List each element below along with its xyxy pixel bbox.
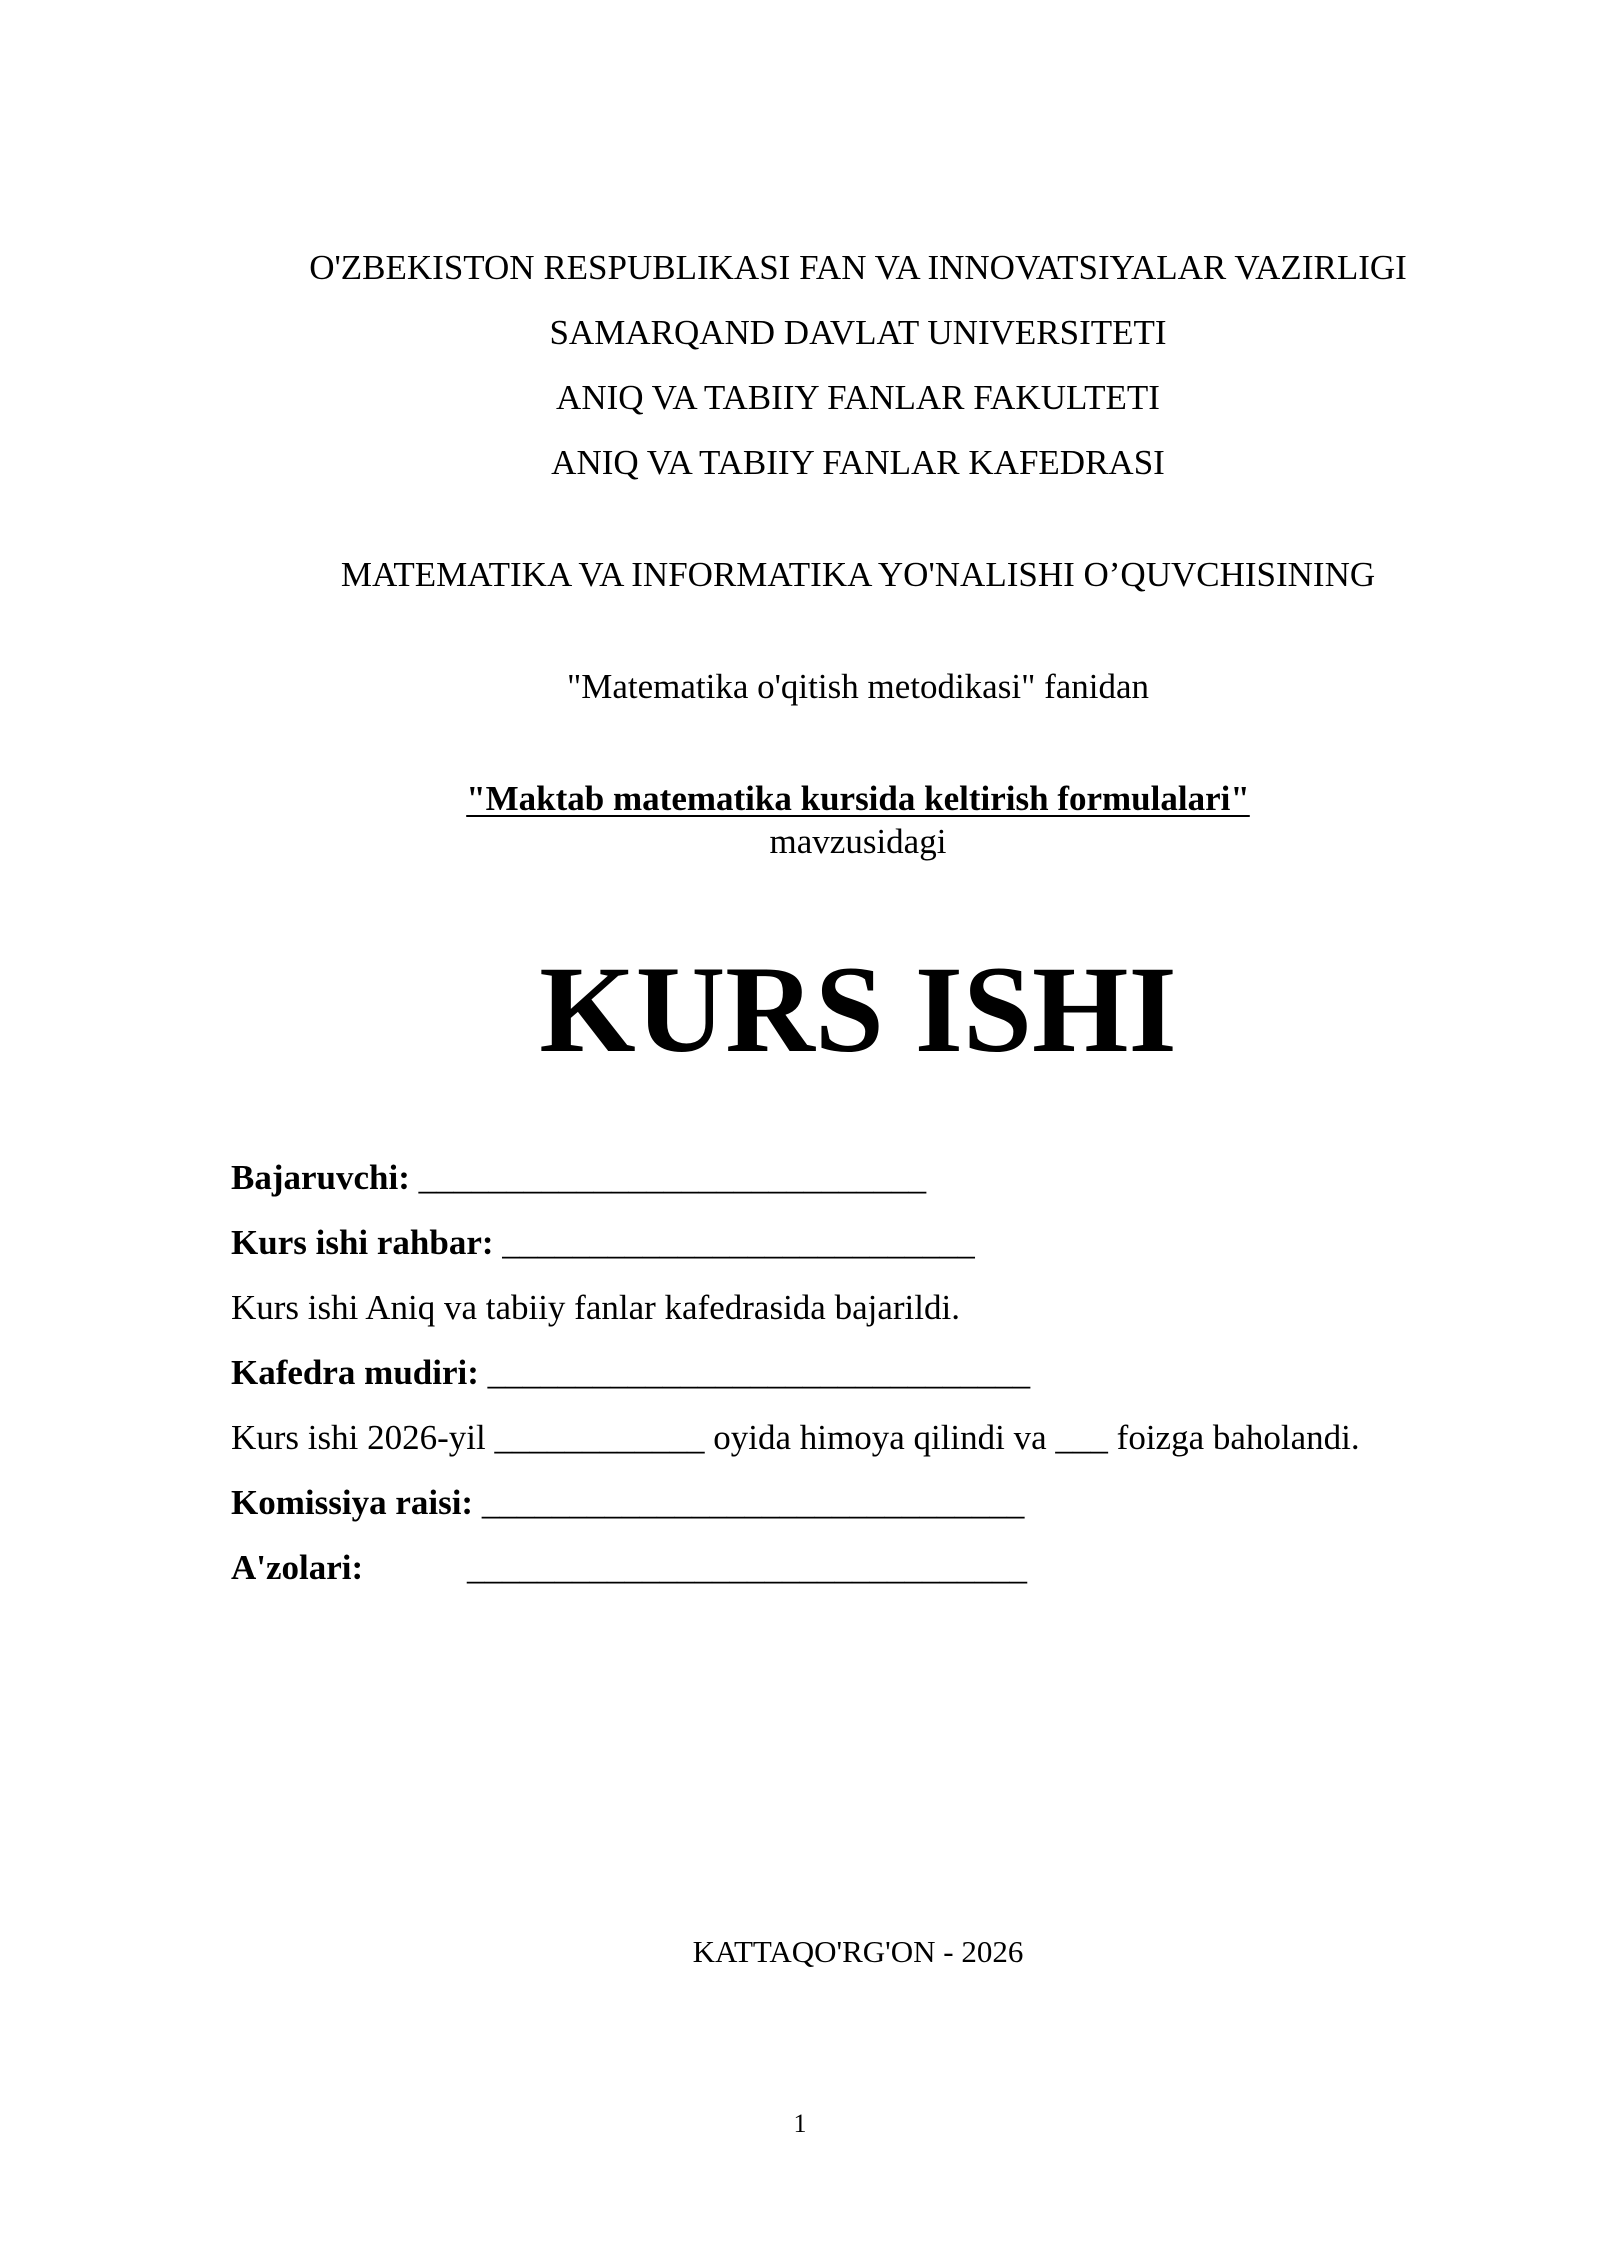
commission-chair-field <box>231 1483 1024 1523</box>
completed-note: Kurs ishi Aniq va tabiiy fanlar kafedrasida bajarildi. <box>231 1288 960 1327</box>
commission-chair-label: Komissiya raisi: <box>231 1483 474 1522</box>
performer-field <box>231 1158 926 1198</box>
members-blank: ________________________________ <box>467 1548 1027 1587</box>
defense-note-part1: Kurs ishi 2026-yil <box>231 1418 495 1457</box>
university-heading: SAMARQAND DAVLAT UNIVERSITETI <box>549 313 1167 352</box>
main-title: KURS ISHI <box>539 941 1177 1078</box>
faculty-heading: ANIQ VA TABIIY FANLAR FAKULTETI <box>556 378 1160 417</box>
commission-chair-blank: _______________________________ <box>473 1483 1025 1522</box>
city-year: KATTAQO'RG'ON - 2026 <box>692 1934 1024 1969</box>
ministry-heading: O'ZBEKISTON RESPUBLIKASI FAN VA INNOVATSIYALAR VAZIRLIGI <box>309 248 1407 287</box>
head-of-department-blank: _______________________________ <box>478 1353 1031 1392</box>
supervisor-field <box>231 1223 975 1263</box>
performer-label: Bajaruvchi: <box>231 1158 410 1197</box>
head-of-department-label: Kafedra mudiri: <box>231 1353 479 1392</box>
defense-note-part3: foizga baholandi. <box>1107 1418 1360 1457</box>
supervisor-blank: ___________________________ <box>493 1223 975 1262</box>
defense-note-part2: oyida himoya qilindi va <box>704 1418 1056 1457</box>
performer-blank: _____________________________ <box>409 1158 927 1197</box>
topic-title: "Maktab matematika kursida keltirish formulalari" <box>466 779 1250 818</box>
defense-month-blank: ____________ <box>494 1418 705 1457</box>
supervisor-label: Kurs ishi rahbar: <box>231 1223 494 1262</box>
topic-title-line <box>208 779 1508 819</box>
topic-suffix: mavzusidagi <box>769 822 947 861</box>
department-heading: ANIQ VA TABIIY FANLAR KAFEDRASI <box>551 443 1165 482</box>
members-field <box>231 1548 1027 1588</box>
members-label: A'zolari: <box>231 1548 364 1587</box>
page-number: 1 <box>793 2109 807 2138</box>
subject-line: "Matematika o'qitish metodikasi" fanidan <box>566 667 1150 706</box>
defense-note <box>231 1418 1360 1458</box>
student-line: MATEMATIKA VA INFORMATIKA YO'NALISHI O’QUVCHISINING <box>340 555 1376 594</box>
defense-score-blank: ___ <box>1055 1418 1108 1457</box>
head-of-department-field <box>231 1353 1030 1393</box>
